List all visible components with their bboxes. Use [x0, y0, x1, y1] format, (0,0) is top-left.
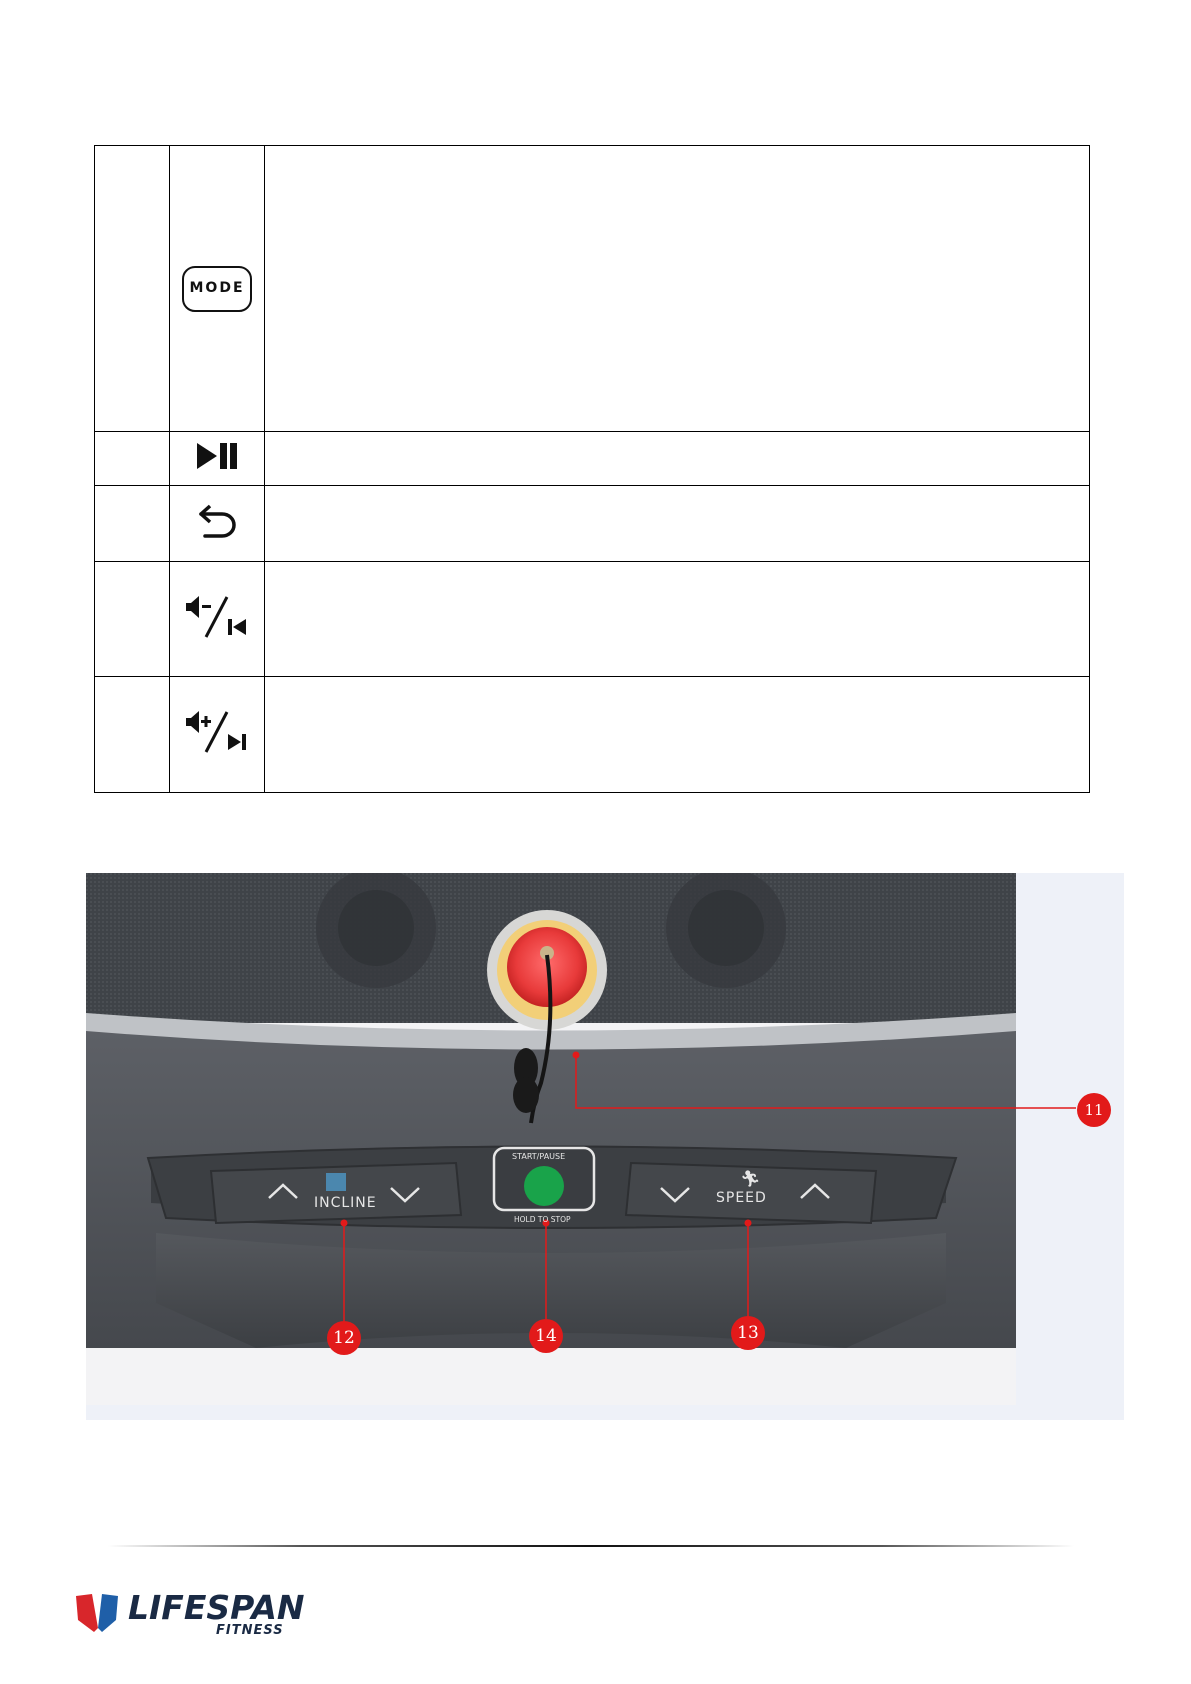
incline-label: INCLINE: [314, 1195, 377, 1211]
row-number-cell: [95, 146, 170, 432]
console-photo: [86, 873, 1124, 1420]
callout-13: 13: [737, 1323, 759, 1343]
row-number-cell: [95, 432, 170, 486]
row-description-cell: [265, 677, 1090, 793]
speed-label: SPEED: [716, 1190, 767, 1206]
start-pause-label: START/PAUSE: [512, 1152, 566, 1161]
footer-divider: [108, 1545, 1074, 1547]
volume-up-next-icon: [184, 708, 250, 761]
lifespan-fitness-logo: [74, 1590, 304, 1636]
table-row: [95, 146, 1090, 432]
logo-subtitle: FITNESS: [216, 1623, 284, 1638]
table-row: [95, 432, 1090, 486]
row-number-cell: [95, 486, 170, 562]
button-function-table: [94, 145, 1090, 793]
callout-11: 11: [1084, 1101, 1104, 1119]
logo-mark-icon: [74, 1590, 120, 1634]
runner-icon: 🏃︎: [740, 1171, 761, 1188]
mode-button-icon: MODE: [182, 266, 252, 312]
callout-14: 14: [535, 1326, 557, 1346]
row-description-cell: [265, 146, 1090, 432]
row-description-cell: [265, 432, 1090, 486]
row-number-cell: [95, 677, 170, 793]
back-icon: [196, 502, 238, 545]
volume-down-previous-icon: [184, 593, 250, 646]
logo-wordmark: LIFESPAN: [128, 1588, 305, 1627]
play-pause-icon: [195, 441, 239, 476]
hold-to-stop-label: HOLD TO STOP: [514, 1215, 571, 1224]
row-description-cell: [265, 486, 1090, 562]
row-description-cell: [265, 562, 1090, 677]
callout-12: 12: [333, 1328, 355, 1348]
row-number-cell: [95, 562, 170, 677]
table-row: [95, 562, 1090, 677]
table-row: [95, 486, 1090, 562]
table-row: [95, 677, 1090, 793]
